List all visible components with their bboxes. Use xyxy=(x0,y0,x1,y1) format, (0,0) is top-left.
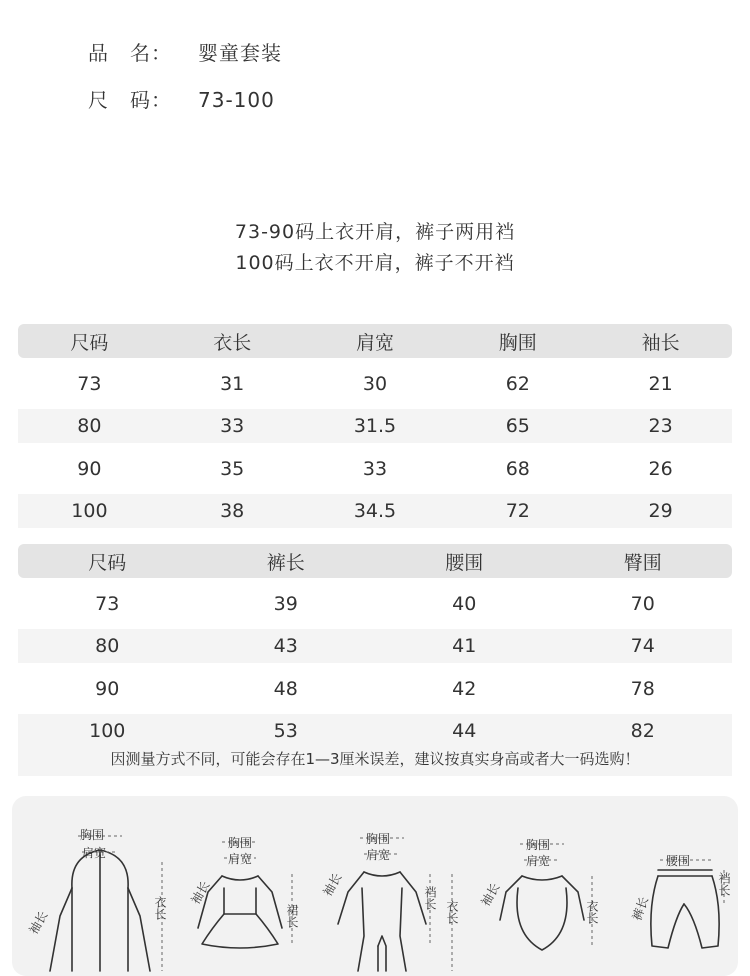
garment-sketches xyxy=(12,796,738,976)
product-size-row xyxy=(88,84,275,113)
table-cell: 62 xyxy=(505,372,530,395)
table-cell: 26 xyxy=(648,457,673,480)
romper-chest-label: 胸围 xyxy=(366,832,391,846)
pants-waist-label: 腰围 xyxy=(666,854,691,868)
table-cell: 29 xyxy=(648,500,673,522)
table-cell: 68 xyxy=(505,457,530,480)
header-cell: 裤长 xyxy=(266,551,305,574)
table-row xyxy=(18,494,732,528)
jacket-chest-label: 胸围 xyxy=(80,828,105,842)
dress-sleeve-label: 袖长 xyxy=(188,878,213,907)
table-cell: 43 xyxy=(273,635,298,657)
table-row xyxy=(18,629,732,663)
pants-sketch xyxy=(651,870,719,948)
header-cell: 腰围 xyxy=(445,551,484,574)
table-cell: 39 xyxy=(273,592,298,615)
table-cell: 30 xyxy=(362,372,388,395)
table-cell: 65 xyxy=(505,415,530,437)
measurement-disclaimer: 因测量方式不同，可能会存在1—3厘米误差，建议按真实身高或者大一码选购！ xyxy=(18,742,732,776)
dress-shoulder-label: 肩宽 xyxy=(228,852,253,866)
header-cell: 尺码 xyxy=(88,551,127,574)
romper-length-label: 衣长 xyxy=(445,900,459,924)
note-line-1: 73-90码上衣开肩，裤子两用裆 xyxy=(234,221,516,243)
table-cell: 23 xyxy=(648,415,673,437)
romper-sleeve-label: 袖长 xyxy=(320,870,345,899)
table-cell: 53 xyxy=(273,720,298,742)
header-cell: 胸围 xyxy=(498,331,537,354)
product-name-row xyxy=(88,37,282,66)
table-cell: 42 xyxy=(452,677,477,700)
bodysuit-chest-label: 胸围 xyxy=(526,838,551,852)
header-cell: 袖长 xyxy=(641,331,680,354)
table-cell: 44 xyxy=(452,720,477,742)
bodysuit-length-label: 衣长 xyxy=(585,900,599,924)
header-cell: 肩宽 xyxy=(355,331,394,354)
table-cell: 78 xyxy=(630,677,655,700)
table-cell: 48 xyxy=(273,677,298,700)
table-cell: 35 xyxy=(220,457,245,480)
pants-length-label: 裤长 xyxy=(629,894,652,923)
table-cell: 82 xyxy=(630,720,655,742)
jacket-shoulder-label: 肩宽 xyxy=(82,846,107,860)
header-cell: 衣长 xyxy=(213,331,252,354)
table-row xyxy=(18,447,732,490)
note-line-2: 100码上衣不开肩，裤子不开裆 xyxy=(235,252,515,274)
pants-crotch-label: 裆长 xyxy=(717,872,731,896)
table-cell: 31.5 xyxy=(353,415,397,437)
measurement-diagram xyxy=(12,796,738,976)
product-size-value: 73-100 xyxy=(198,88,275,112)
table-row xyxy=(18,362,732,405)
table-cell: 100 xyxy=(89,720,126,742)
header-cell: 尺码 xyxy=(70,331,109,354)
top-size-table xyxy=(18,324,732,528)
table-cell: 73 xyxy=(77,372,102,395)
table-cell: 90 xyxy=(77,457,102,480)
romper-shoulder-label: 肩宽 xyxy=(366,848,391,862)
dress-chest-label: 胸围 xyxy=(228,836,253,850)
bodysuit-shoulder-label: 肩宽 xyxy=(526,854,551,868)
jacket-sleeve-label: 袖长 xyxy=(26,908,51,937)
table-cell: 80 xyxy=(95,635,120,657)
table-cell: 73 xyxy=(95,592,120,615)
table-cell: 21 xyxy=(648,372,673,395)
table-cell: 40 xyxy=(452,592,477,615)
table-header xyxy=(18,544,732,578)
pants-size-table xyxy=(18,544,732,748)
dress-skirt-length-label: 裙长 xyxy=(285,904,299,928)
table-cell: 41 xyxy=(452,635,477,657)
table-cell: 80 xyxy=(77,415,102,437)
romper-crotch-label: 裆长 xyxy=(423,886,437,910)
bodysuit-sleeve-label: 袖长 xyxy=(478,880,503,909)
bodysuit-sketch xyxy=(500,876,584,950)
romper-sketch xyxy=(338,872,426,971)
table-cell: 34.5 xyxy=(353,500,397,522)
table-cell: 74 xyxy=(630,635,655,657)
jacket-length-label: 衣长 xyxy=(153,896,167,920)
table-row xyxy=(18,667,732,710)
product-name-label: 品 名： xyxy=(88,41,172,65)
table-cell: 38 xyxy=(220,500,245,522)
product-name-value: 婴童套装 xyxy=(198,41,282,65)
table-cell: 70 xyxy=(630,592,655,615)
table-cell: 33 xyxy=(220,415,245,437)
table-cell: 33 xyxy=(362,457,388,480)
header-cell: 臀围 xyxy=(623,551,662,574)
table-cell: 72 xyxy=(505,500,530,522)
table-row xyxy=(18,409,732,443)
table-cell: 90 xyxy=(95,677,120,700)
table-header xyxy=(18,324,732,358)
jacket-sketch xyxy=(50,850,150,971)
table-cell: 31 xyxy=(220,372,245,395)
product-size-label: 尺 码： xyxy=(88,88,172,112)
table-row xyxy=(18,582,732,625)
table-cell: 100 xyxy=(71,500,108,522)
